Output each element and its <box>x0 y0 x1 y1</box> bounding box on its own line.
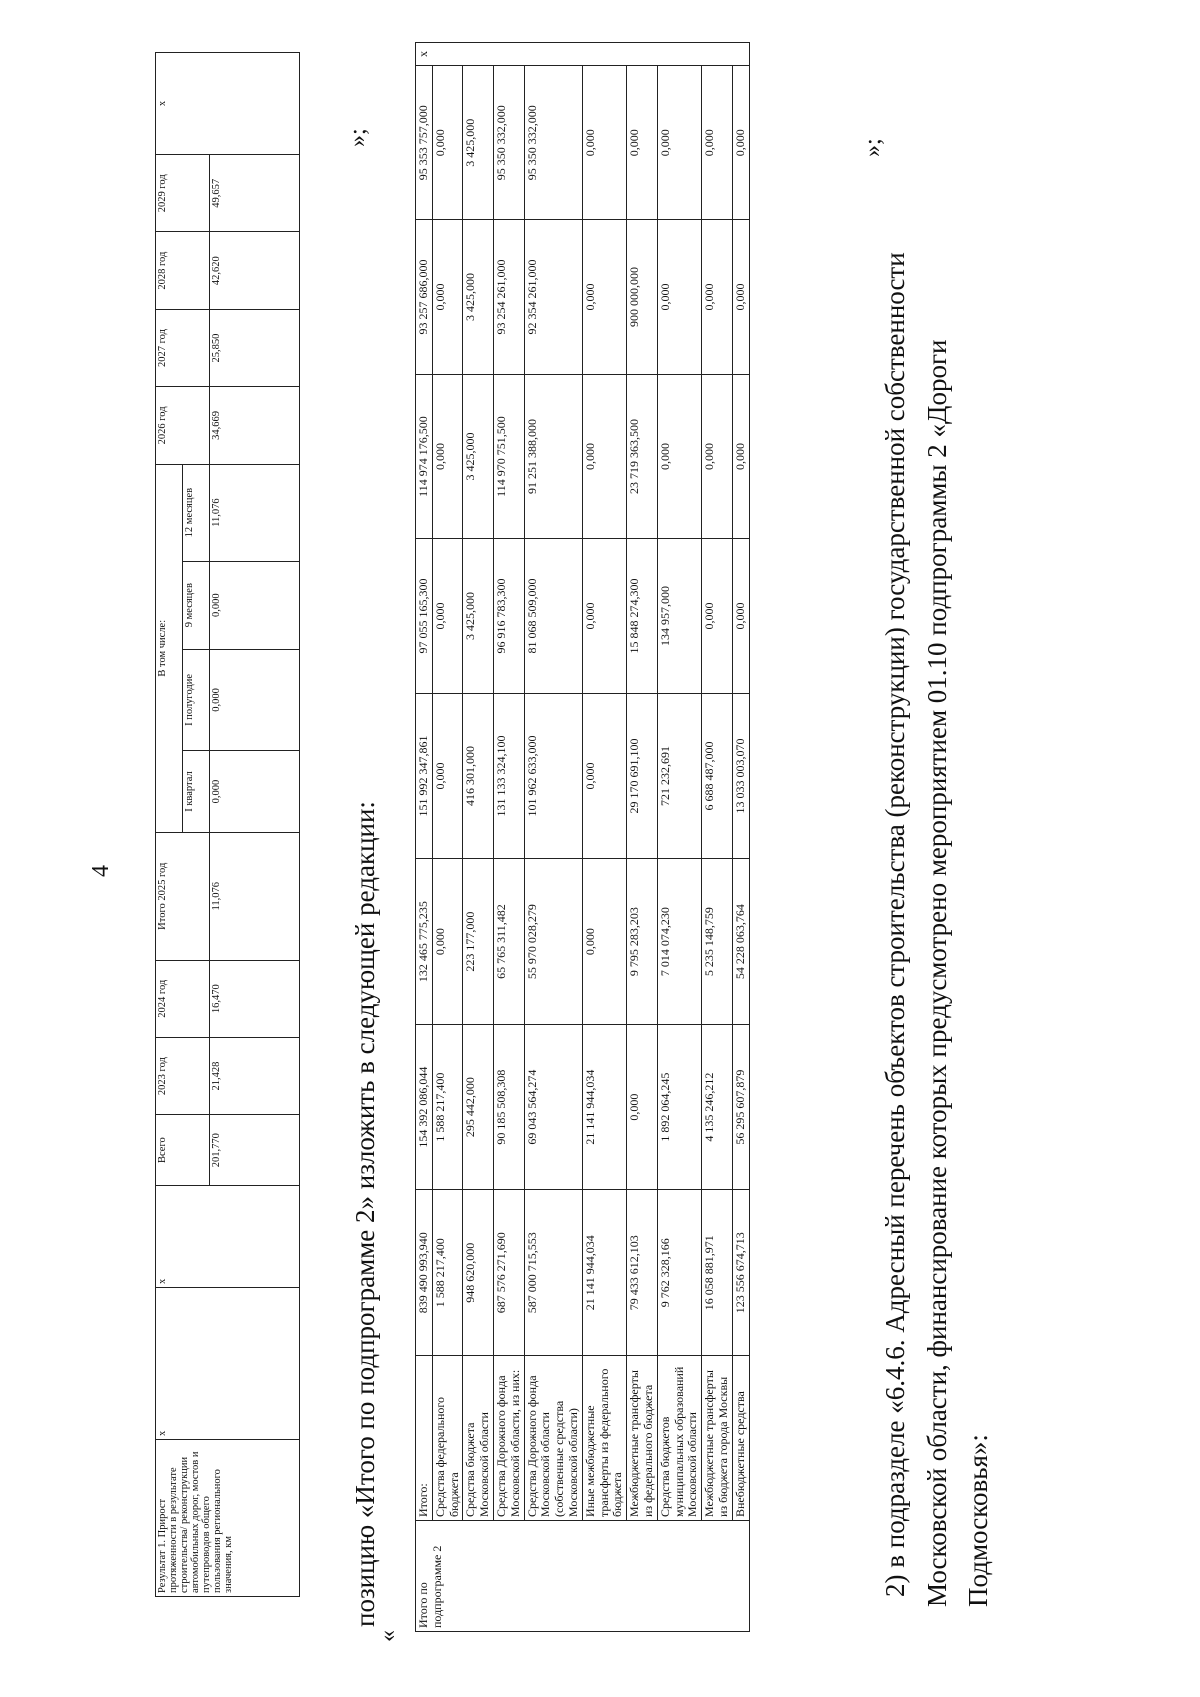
paragraph-line: Московской области, финансирование которых предусмотрено мероприятием 01.10 подпрограммы 2 «Дороги <box>922 339 952 1607</box>
value-cell: 95 350 332,000 <box>524 66 582 220</box>
row-label: Межбюджетные трансферты из бюджета города Москвы <box>702 1356 733 1521</box>
value-cell: 0,000 <box>582 859 626 1025</box>
value-cell: 0,000 <box>432 374 463 539</box>
value-cell: 687 576 271,690 <box>493 1190 524 1356</box>
table-row <box>524 43 582 1632</box>
value-cell: 132 465 775,235 <box>416 859 433 1025</box>
value-cell: 25,850 <box>210 309 300 386</box>
value-cell: 0,000 <box>582 693 626 859</box>
table-row <box>702 43 733 1632</box>
value-cell: 3 425,000 <box>463 539 494 693</box>
table-row <box>463 43 494 1632</box>
value-cell: 90 185 508,308 <box>493 1024 524 1190</box>
value-cell: 0,000 <box>432 220 463 374</box>
value-cell: 0,000 <box>657 220 701 374</box>
value-cell: 948 620,000 <box>463 1190 494 1356</box>
value-cell: 5 235 148,759 <box>702 859 733 1025</box>
value-cell: 93 254 261,000 <box>493 220 524 374</box>
value-cell: 13 033 003,070 <box>732 693 749 859</box>
value-cell: 15 848 274,300 <box>627 539 658 693</box>
value-cell: 34,669 <box>210 387 300 464</box>
value-cell: 101 962 633,000 <box>524 693 582 859</box>
value-cell: 79 433 612,103 <box>627 1190 658 1356</box>
value-cell: 0,000 <box>210 649 300 750</box>
value-cell: 95 350 332,000 <box>493 66 524 220</box>
header-cell: 2029 год <box>156 155 210 232</box>
value-cell: 29 170 691,100 <box>627 693 658 859</box>
header-cell: 2024 год <box>156 960 210 1037</box>
value-cell: 11,076 <box>210 464 300 561</box>
x-cell: х <box>416 43 750 66</box>
value-cell: 42,620 <box>210 232 300 309</box>
value-cell: 223 177,000 <box>463 859 494 1025</box>
result-label: Результат 1. Прирост протяженности в результате строительства/ реконструкции автомобильных дорог, мостов и путепроводов общего пользования регионального значения, км <box>156 1440 300 1597</box>
value-cell: 65 765 311,482 <box>493 859 524 1025</box>
paragraph-line: Подмосковья»: <box>963 1434 993 1607</box>
value-cell: 0,000 <box>732 220 749 374</box>
row-label: Итого: <box>416 1356 433 1521</box>
value-cell: 95 353 757,000 <box>416 66 433 220</box>
value-cell: 0,000 <box>627 66 658 220</box>
value-cell: 97 055 165,300 <box>416 539 433 693</box>
row-label: Средства Дорожного фонда Московской области (собственные средства Московской области) <box>524 1356 582 1521</box>
row-label: Средства Дорожного фонда Московской области, из них: <box>493 1356 524 1521</box>
value-cell: 0,000 <box>582 374 626 539</box>
value-cell: 9 795 283,203 <box>627 859 658 1025</box>
value-cell: 92 354 261,000 <box>524 220 582 374</box>
table-row <box>627 43 658 1632</box>
value-cell: 54 228 063,764 <box>732 859 749 1025</box>
value-cell: 0,000 <box>732 66 749 220</box>
value-cell: 21 141 944,034 <box>582 1024 626 1190</box>
value-cell: 0,000 <box>582 66 626 220</box>
row-label: Средства бюджетов муниципальных образований Московской области <box>657 1356 701 1521</box>
value-cell: 0,000 <box>432 539 463 693</box>
closing-quote: »; <box>860 138 886 157</box>
paragraph-line: 2) в подразделе «6.4.6. Адресный перечень объектов строительства (реконструкции) государственной собственности <box>880 252 910 1597</box>
value-cell: 154 392 086,044 <box>416 1024 433 1190</box>
value-cell: 0,000 <box>702 220 733 374</box>
table-row <box>657 43 701 1632</box>
value-cell: 134 957,000 <box>657 539 701 693</box>
value-cell: 1 892 064,245 <box>657 1024 701 1190</box>
value-cell: 81 068 509,000 <box>524 539 582 693</box>
row-label: Средства федерального бюджета <box>432 1356 463 1521</box>
table-row <box>432 43 463 1632</box>
value-cell: 201,770 <box>210 1115 300 1186</box>
table-row <box>582 43 626 1632</box>
header-cell: 2026 год <box>156 387 210 464</box>
value-cell: 93 257 686,000 <box>416 220 433 374</box>
closing-quote: »; <box>345 128 371 147</box>
header-cell: Всего <box>156 1115 210 1186</box>
header-cell: х <box>156 1288 300 1440</box>
header-cell: I полугодие <box>183 649 210 750</box>
value-cell: 91 251 388,000 <box>524 374 582 539</box>
value-cell: 0,000 <box>432 66 463 220</box>
opening-quote: « <box>375 1630 401 1642</box>
value-cell: 3 425,000 <box>463 220 494 374</box>
value-cell: 7 014 074,230 <box>657 859 701 1025</box>
value-cell: 4 135 246,212 <box>702 1024 733 1190</box>
result-table <box>155 52 300 1597</box>
value-cell: 0,000 <box>627 1024 658 1190</box>
value-cell: 0,000 <box>582 539 626 693</box>
value-cell: 0,000 <box>432 693 463 859</box>
value-cell: 0,000 <box>702 66 733 220</box>
subprogram-cell: Итого по подпрограмме 2 <box>416 1521 750 1632</box>
table-row <box>732 43 749 1632</box>
value-cell: 69 043 564,274 <box>524 1024 582 1190</box>
value-cell: 6 688 487,000 <box>702 693 733 859</box>
value-cell: 295 442,000 <box>463 1024 494 1190</box>
row-label: Средства бюджета Московской области <box>463 1356 494 1521</box>
value-cell: 0,000 <box>432 859 463 1025</box>
value-cell: 1 588 217,400 <box>432 1024 463 1190</box>
value-cell: 131 133 324,100 <box>493 693 524 859</box>
value-cell: 9 762 328,166 <box>657 1190 701 1356</box>
value-cell: 3 425,000 <box>463 66 494 220</box>
table-row <box>493 43 524 1632</box>
value-cell: 0,000 <box>582 220 626 374</box>
value-cell: 900 000,000 <box>627 220 658 374</box>
header-cell: х <box>156 53 300 155</box>
value-cell: 16 058 881,971 <box>702 1190 733 1356</box>
header-cell: 2028 год <box>156 232 210 309</box>
value-cell: 0,000 <box>657 66 701 220</box>
header-cell: Итого 2025 год <box>156 832 210 960</box>
header-cell: I квартал <box>183 751 210 833</box>
value-cell: 49,657 <box>210 155 300 232</box>
value-cell: 114 970 751,500 <box>493 374 524 539</box>
value-cell: 21 141 944,034 <box>582 1190 626 1356</box>
paragraph-position: позицию «Итого по подпрограмме 2» изложить в следующей редакции: <box>350 801 380 1627</box>
header-cell: 12 месяцев <box>183 464 210 561</box>
subprogram-total-table <box>415 42 750 1632</box>
table-row <box>416 43 433 1632</box>
value-cell: 123 556 674,713 <box>732 1190 749 1356</box>
header-cell: 9 месяцев <box>183 561 210 649</box>
value-cell: 11,076 <box>210 832 300 960</box>
value-cell: 21,428 <box>210 1037 300 1114</box>
header-cell: В том числе: <box>156 464 183 832</box>
header-cell: х <box>156 1186 300 1288</box>
value-cell: 96 916 783,300 <box>493 539 524 693</box>
value-cell: 0,000 <box>702 539 733 693</box>
table-row <box>156 53 183 1597</box>
value-cell: 1 588 217,400 <box>432 1190 463 1356</box>
value-cell: 151 992 347,861 <box>416 693 433 859</box>
value-cell: 416 301,000 <box>463 693 494 859</box>
row-label: Межбюджетные трансферты из федерального бюджета <box>627 1356 658 1521</box>
value-cell: 55 970 028,279 <box>524 859 582 1025</box>
value-cell: 721 232,691 <box>657 693 701 859</box>
value-cell: 16,470 <box>210 960 300 1037</box>
header-cell: 2027 год <box>156 309 210 386</box>
value-cell: 23 719 363,500 <box>627 374 658 539</box>
value-cell: 114 974 176,500 <box>416 374 433 539</box>
value-cell: 0,000 <box>732 539 749 693</box>
value-cell: 839 490 993,940 <box>416 1190 433 1356</box>
value-cell: 0,000 <box>210 561 300 649</box>
value-cell: 0,000 <box>210 751 300 833</box>
value-cell: 56 295 607,879 <box>732 1024 749 1190</box>
row-label: Иные межбюджетные трансферты из федерального бюджета <box>582 1356 626 1521</box>
value-cell: 587 000 715,553 <box>524 1190 582 1356</box>
value-cell: 0,000 <box>702 374 733 539</box>
row-label: Внебюджетные средства <box>732 1356 749 1521</box>
value-cell: 0,000 <box>657 374 701 539</box>
value-cell: 0,000 <box>732 374 749 539</box>
page-number: 4 <box>88 865 114 877</box>
value-cell: 3 425,000 <box>463 374 494 539</box>
header-cell: 2023 год <box>156 1037 210 1114</box>
